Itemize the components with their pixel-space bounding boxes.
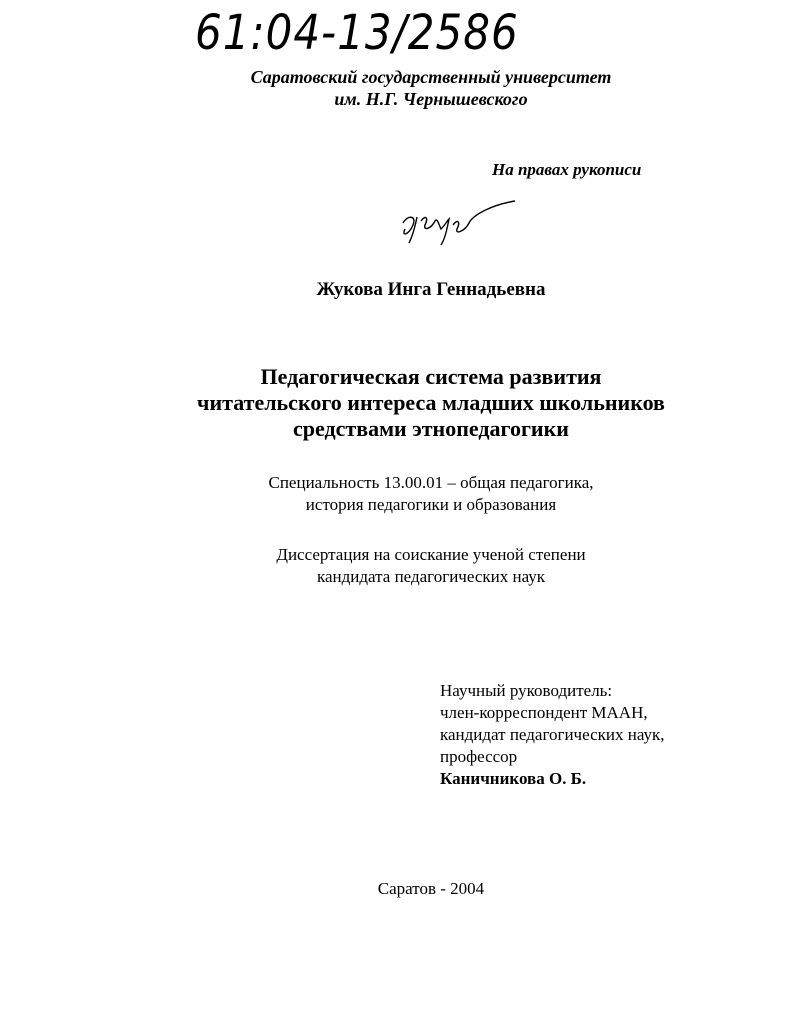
supervisor-block — [440, 680, 665, 790]
supervisor-title: член-корреспондент МААН, — [440, 703, 648, 722]
university-subtitle: им. Н.Г. Чернышевского — [334, 89, 528, 109]
supervisor-name: Каничникова О. Б. — [440, 769, 587, 788]
title-line: Педагогическая система развития — [260, 364, 602, 389]
specialty — [0, 472, 799, 516]
specialty-line: история педагогики и образования — [305, 495, 557, 514]
supervisor-label: Научный руководитель: — [440, 681, 613, 700]
author-name: Жукова Инга Геннадьевна — [316, 279, 546, 300]
degree-line: Диссертация на соискание ученой степени — [276, 545, 586, 564]
university-block — [0, 66, 799, 110]
handwritten-archive-number: 61:04-13/2586 — [195, 4, 519, 61]
dissertation-title — [0, 364, 799, 442]
degree-line: кандидата педагогических наук — [316, 567, 546, 586]
supervisor-title: профессор — [440, 747, 518, 766]
degree-statement — [0, 544, 799, 588]
signature-image — [395, 195, 520, 250]
rights-note: На правах рукописи — [492, 160, 642, 179]
specialty-line: Специальность 13.00.01 – общая педагогика, — [268, 473, 594, 492]
title-line: средствами этнопедагогики — [293, 416, 569, 441]
supervisor-title: кандидат педагогических наук, — [440, 725, 665, 744]
city-year: Саратов - 2004 — [377, 879, 485, 898]
university-name: Саратовский государственный университет — [250, 67, 612, 87]
title-line: читательского интереса младших школьников — [197, 390, 665, 415]
